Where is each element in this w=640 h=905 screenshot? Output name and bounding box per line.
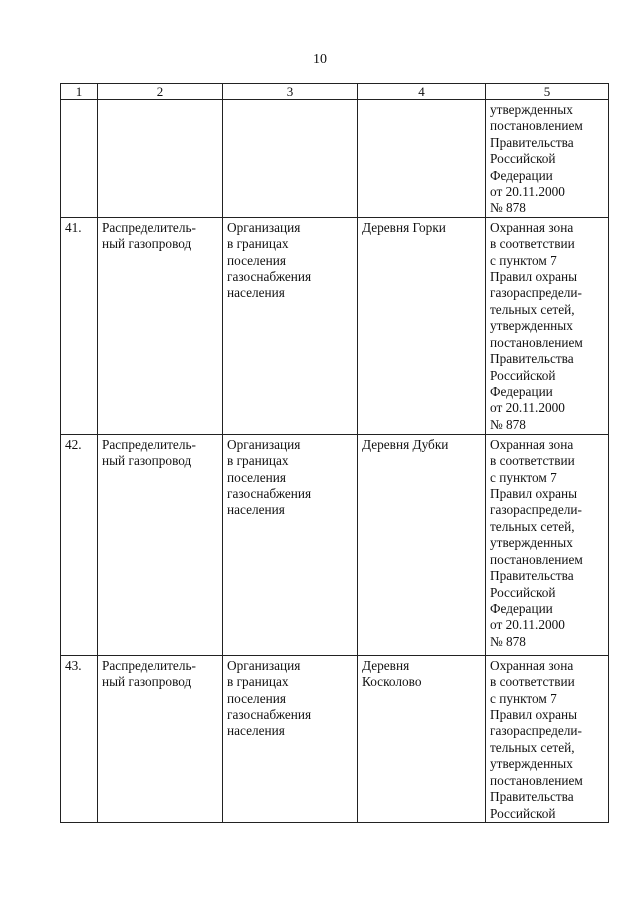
table-row [61, 655, 609, 822]
basis-cell: Охранная зона в соответствии с пунктом 7 Правил охраны газораспредели- тельных сетей, утвержденных постановлением Правительства Российской [486, 655, 609, 822]
basis-cell: Охранная зона в соответствии с пунктом 7 Правил охраны газораспредели- тельных сетей, утвержденных постановлением Правительства Российской Федерации от 20.11.2000 № 878 [486, 434, 609, 655]
column-header: 2 [98, 84, 223, 100]
column-header: 4 [358, 84, 486, 100]
row-number-cell: 42. [61, 434, 98, 655]
table-cell: утвержденных постановлением Правительства Российской Федерации от 20.11.2000 № 878 [486, 100, 609, 218]
row-number-cell: 43. [61, 655, 98, 822]
purpose-cell: Организация в границах поселения газоснабжения населения [223, 434, 358, 655]
page-number: 10 [313, 52, 327, 67]
table-cell [98, 100, 223, 218]
location-cell: Деревня Горки [358, 217, 486, 434]
object-cell: Распределитель- ный газопровод [98, 655, 223, 822]
column-header: 1 [61, 84, 98, 100]
location-cell: Деревня Косколово [358, 655, 486, 822]
purpose-cell: Организация в границах поселения газоснабжения населения [223, 217, 358, 434]
table-row [61, 434, 609, 655]
column-header: 5 [486, 84, 609, 100]
column-header: 3 [223, 84, 358, 100]
table-cell [358, 100, 486, 218]
data-table [60, 83, 609, 823]
object-cell: Распределитель- ный газопровод [98, 217, 223, 434]
table-cell [223, 100, 358, 218]
table-row-continuation [61, 100, 609, 218]
object-cell: Распределитель- ный газопровод [98, 434, 223, 655]
basis-cell: Охранная зона в соответствии с пунктом 7 Правил охраны газораспредели- тельных сетей, утвержденных постановлением Правительства Российской Федерации от 20.11.2000 № 878 [486, 217, 609, 434]
location-cell: Деревня Дубки [358, 434, 486, 655]
purpose-cell: Организация в границах поселения газоснабжения населения [223, 655, 358, 822]
table-header-row [61, 84, 609, 100]
table-cell [61, 100, 98, 218]
table-row [61, 217, 609, 434]
row-number-cell: 41. [61, 217, 98, 434]
